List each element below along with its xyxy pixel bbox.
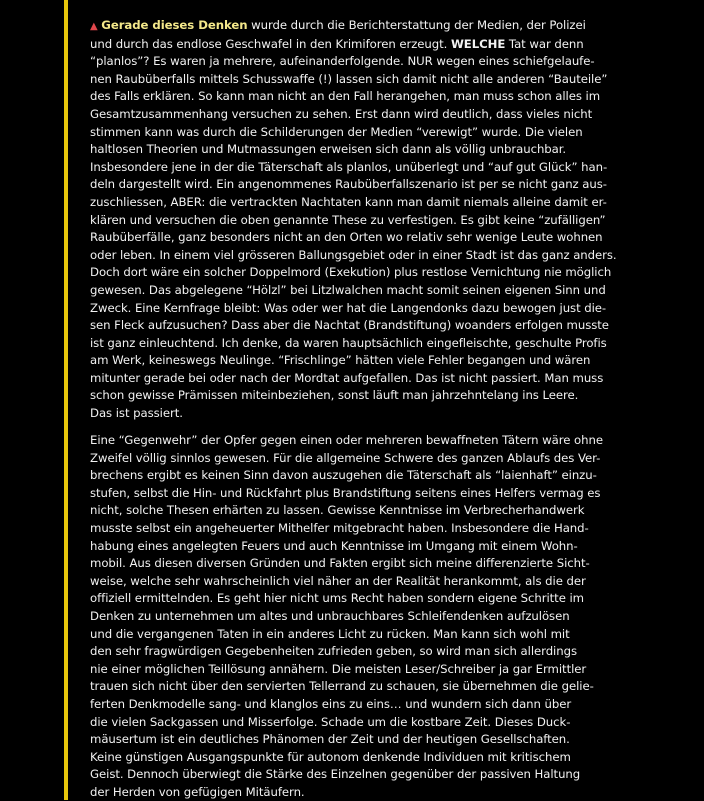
paragraph-2-line: Eine “Gegenwehr” der Opfer gegen einen oder mehreren bewaffneten Tätern wäre ohne — [90, 433, 603, 447]
paragraph-2-line: Keine günstigen Ausgangspunkte für autonom denkende Individuen mit kritischem — [90, 749, 571, 764]
paragraph-1-line — [90, 36, 617, 54]
paragraph-2-line: nie einer möglichen Teillösung annähern. Die meisten Leser/Schreiber ja gar Ermittler — [90, 661, 587, 676]
line-text: wurde durch die Berichterstattung der Medien, der Polizei — [247, 18, 586, 32]
paragraph-2-line: und die vergangenen Taten in ein anderes Licht zu rücken. Man kann sich wohl mit — [90, 626, 570, 641]
line-text: Tat war denn — [505, 36, 584, 51]
up-triangle-icon: ▲ — [90, 21, 98, 32]
paragraph-1-line — [90, 17, 617, 36]
paragraph-1-line: ist ganz einleuchtend. Ich denke, da waren hauptsächlich eingefleischte, geschulte Profis — [90, 335, 607, 350]
paragraph-1-line: zuschliessen, ABER: die vertrackten Nachtaten kann man damit niemals alleine damit er- — [90, 194, 607, 209]
paragraph-2-line: ferten Denkmodelle sang- und klanglos eins zu eins… und wundern sich dann über — [90, 696, 572, 711]
paragraph-2 — [90, 432, 603, 801]
paragraph-2-line: mäusertum ist ein deutliches Phänomen der Zeit und der heutigen Gesellschaften. — [90, 732, 570, 747]
paragraph-2-line: der Herden von gefügigen Mitäufern. — [90, 784, 305, 799]
paragraph-2-line: Geist. Dennoch überwiegt die Stärke des Einzelnen gegenüber der passiven Haltung — [90, 767, 581, 782]
lead-phrase: Gerade dieses Denken — [101, 18, 248, 32]
paragraph-2-line: den sehr fragwürdigen Gegebenheiten zufrieden geben, so wird man sich allerdings — [90, 644, 577, 659]
paragraph-1-line: Doch dort wäre ein solcher Doppelmord (Exekution) plus restlose Vernichtung nie möglich — [90, 265, 612, 280]
paragraph-1-line: stimmen kann was durch die Schilderungen der Medien “verewigt” wurde. Die vielen — [90, 124, 583, 139]
paragraph-1-line: Raubüberfälle, ganz besonders nicht an den Orten wo relativ sehr wenige Leute wohnen — [90, 230, 603, 245]
paragraph-1-line: haltlosen Theorien und Mutmassungen erweisen sich dann als völlig unbrauchbar. — [90, 142, 567, 157]
paragraph-2-line: offiziell ermittelnden. Es geht hier nicht ums Recht haben sondern eigene Schritte im — [90, 591, 585, 606]
paragraph-1-line: nen Raubüberfalls mittels Schusswaffe (!) lassen sich damit nicht alle anderen “Bauteile” — [90, 71, 608, 86]
line-text: und durch das endlose Geschwafel in den Krimiforen erzeugt. — [90, 36, 451, 51]
paragraph-1-line: schon gewisse Prämissen miteinbeziehen, sonst läuft man jahrzehntelang ins Leere. — [90, 388, 579, 403]
paragraph-1-line: sen Fleck aufzusuchen? Dass aber die Nachtat (Brandstiftung) woanders erfolgen musste — [90, 318, 609, 333]
paragraph-2-line: habung eines angelegten Feuers und auch Kenntnisse im Umgang mit einem Wohn- — [90, 538, 578, 553]
paragraph-1-line: des Falls erklären. So kann man nicht an den Fall herangehen, man muss schon alles im — [90, 89, 601, 104]
emphasis-word: WELCHE — [450, 36, 506, 51]
paragraph-1-line: am Werk, keineswegs Neulinge. “Frischlinge” hätten viele Fehler begangen und wären — [90, 353, 591, 368]
paragraph-1-line: Zweck. Eine Kernfrage bleibt: Was oder wer hat die Langendonks dazu bewogen just die- — [90, 300, 607, 315]
paragraph-1 — [90, 17, 617, 423]
paragraph-1-line: klären und versuchen die oben genannte These zu verfestigen. Es gibt keine “zufälligen” — [90, 212, 606, 227]
paragraph-1-line: “planlos”? Es waren ja mehrere, aufeinanderfolgende. NUR wegen eines schiefgelaufe- — [90, 54, 595, 69]
paragraph-2-line: stufen, selbst die Hin- und Rückfahrt plus Brandstiftung seitens eines Helfers vermag es — [90, 485, 601, 500]
paragraph-2-line: nicht, solche Thesen erhärten zu lassen. Gewisse Kenntnisse im Verbrecherhandwerk — [90, 503, 585, 518]
paragraph-2-line: brechens ergibt es keinen Sinn davon auszugehen die Täterschaft als “laienhaft” einzu- — [90, 468, 597, 483]
paragraph-1-line: deln dargestellt wird. Ein angenommenes Raubüberfallszenario ist per se nicht ganz aus- — [90, 177, 607, 192]
accent-bar — [64, 0, 68, 800]
paragraph-2-line: Denken zu unternehmen um altes und unbrauchbares Schleifendenken aufzulösen — [90, 608, 570, 623]
paragraph-1-line: Gesamtzusammenhang versuchen zu sehen. Erst dann wird deutlich, dass vieles nicht — [90, 106, 593, 121]
paragraph-1-line: mitunter gerade bei oder nach der Mordtat aufgefallen. Das ist nicht passiert. Man muss — [90, 370, 604, 385]
paragraph-1-line: gewesen. Das abgelegene “Hölzl” bei Litzlwalchen macht somit seinen eigenen Sinn und — [90, 282, 606, 297]
paragraph-1-line: Das ist passiert. — [90, 406, 183, 421]
paragraph-2-line: die vielen Sackgassen und Misserfolge. Schade um die kostbare Zeit. Dieses Duck- — [90, 714, 571, 729]
paragraph-2-line: mobil. Aus diesen diversen Gründen und Fakten ergibt sich meine differenzierte Sicht- — [90, 556, 590, 571]
paragraph-1-line: oder leben. In einem viel grösseren Ballungsgebiet oder in einer Stadt ist das ganz anders. — [90, 247, 617, 262]
paragraph-1-line: Insbesondere jene in der die Täterschaft als planlos, unüberlegt und “auf gut Glück” han- — [90, 159, 608, 174]
paragraph-2-line: trauen sich nicht über den servierten Tellerrand zu schauen, sie übernehmen die gelie- — [90, 679, 594, 694]
paragraph-2-line: musste selbst ein angeheuerter Mithelfer mitgebracht haben. Insbesondere die Hand- — [90, 520, 589, 535]
paragraph-2-line: weise, welche sehr wahrscheinlich viel näher an der Realität herankommt, als die der — [90, 573, 586, 588]
paragraph-2-line: Zweifel völlig sinnlos gewesen. Für die allgemeine Schwere des ganzen Ablaufs des Ver- — [90, 450, 601, 465]
